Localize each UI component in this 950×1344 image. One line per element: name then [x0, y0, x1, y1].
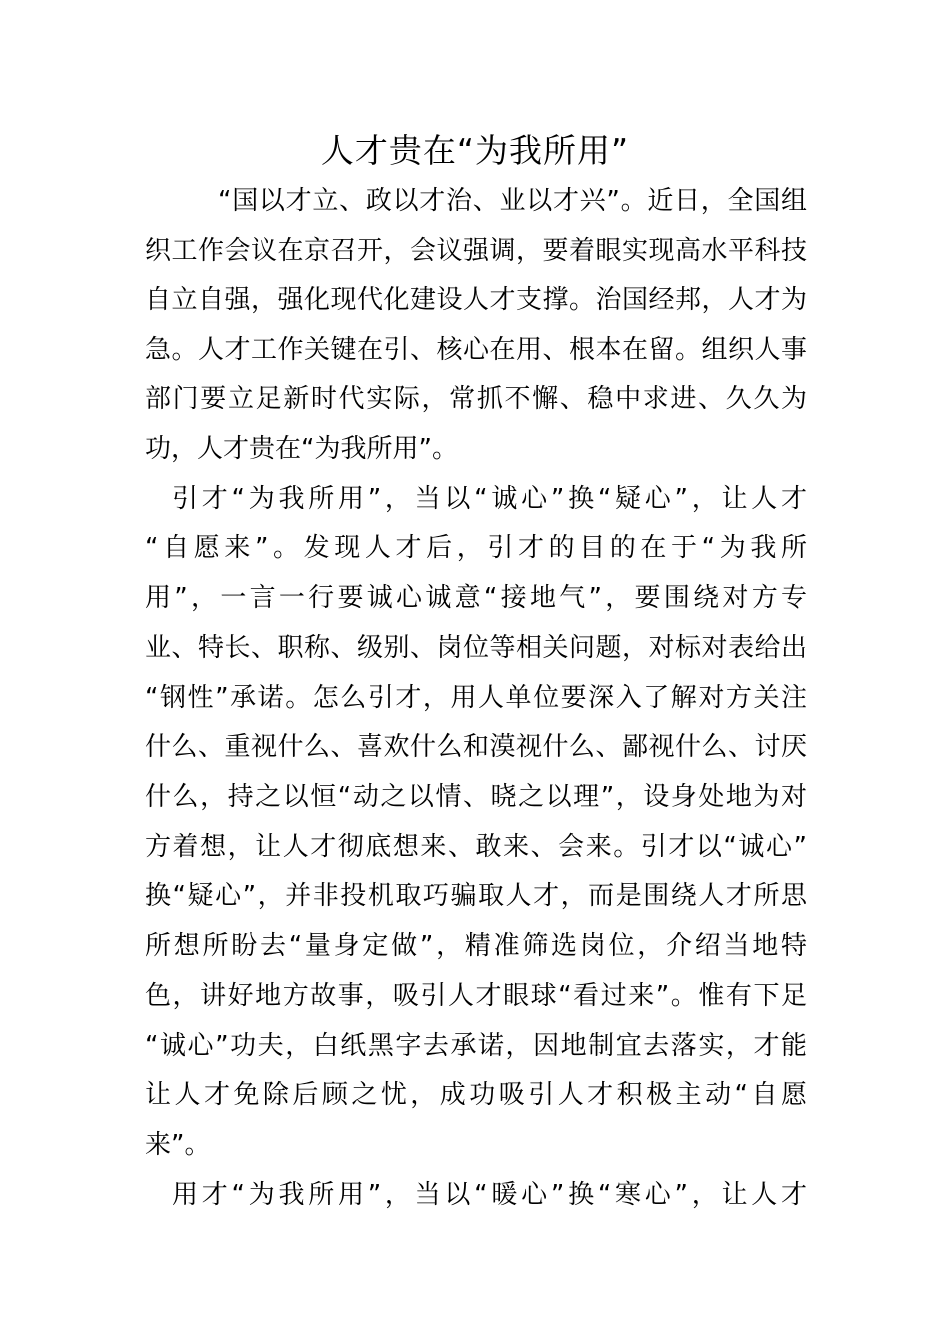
paragraph-line: 换“疑心”，并非投机取巧骗取人才，而是围绕人才所思 [145, 881, 807, 911]
paragraph-line: 用”，一言一行要诚心诚意“接地气”，要围绕对方专 [145, 583, 807, 613]
paragraph-line: 所想所盼去“量身定做”，精准筛选岗位，介绍当地特 [145, 931, 807, 961]
document-title: 人才贵在“为我所用” [320, 131, 630, 170]
paragraph-line: “国以才立、政以才治、业以才兴”。近日，全国组 [218, 186, 807, 216]
paragraph-line: 来”。 [145, 1130, 211, 1160]
paragraph-line: 什么、重视什么、喜欢什么和漠视什么、鄙视什么、讨厌 [145, 732, 807, 762]
paragraph-line: 方着想，让人才彻底想来、敢来、会来。引才以“诚心” [145, 832, 807, 862]
paragraph-line: “钢性”承诺。怎么引才，用人单位要深入了解对方关注 [145, 683, 807, 713]
paragraph-line: 色，讲好地方故事，吸引人才眼球“看过来”。惟有下足 [145, 981, 807, 1011]
paragraph-line: 引才“为我所用”，当以“诚心”换“疑心”，让人才 [172, 484, 807, 514]
paragraph-line: “自愿来”。发现人才后，引才的目的在于“为我所 [145, 533, 807, 563]
paragraph-line: 织工作会议在京召开，会议强调，要着眼实现高水平科技 [145, 236, 807, 266]
paragraph-line: 让人才免除后顾之忧，成功吸引人才积极主动“自愿 [145, 1080, 807, 1110]
paragraph-line: 什么，持之以恒“动之以情、晓之以理”，设身处地为对 [145, 782, 807, 812]
paragraph-line: 急。人才工作关键在引、核心在用、根本在留。组织人事 [145, 335, 807, 365]
paragraph-line: 功，人才贵在“为我所用”。 [145, 434, 458, 464]
paragraph-line: 部门要立足新时代实际，常抓不懈、稳中求进、久久为 [145, 384, 807, 414]
paragraph-line: 业、特长、职称、级别、岗位等相关问题，对标对表给出 [145, 633, 807, 663]
paragraph-line: “诚心”功夫，白纸黑字去承诺，因地制宜去落实，才能 [145, 1031, 807, 1061]
paragraph-line: 自立自强，强化现代化建设人才支撑。治国经邦，人才为 [145, 285, 807, 315]
paragraph-line: 用才“为我所用”，当以“暖心”换“寒心”，让人才 [172, 1180, 807, 1210]
